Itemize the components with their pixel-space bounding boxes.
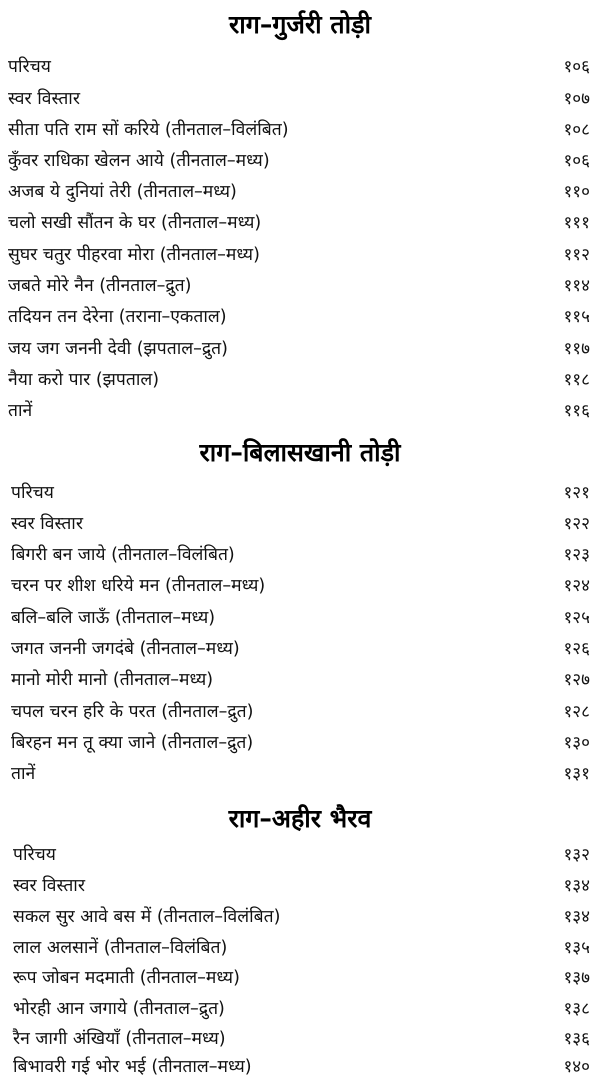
entry-page-number: ११६	[563, 401, 590, 421]
entry-title: परिचय	[8, 57, 51, 77]
entry-page-number: १२१	[563, 483, 590, 503]
entry-page-number: ११८	[563, 370, 590, 390]
entry-page-number: १३२	[563, 845, 590, 865]
toc-entry	[0, 840, 600, 870]
entry-title: सुघर चतुर पीहरवा मोरा (तीनताल–मध्य)	[8, 245, 260, 265]
entry-title: तदियन तन देरेना (तराना–एकताल)	[8, 307, 227, 327]
entry-page-number: १३७	[563, 968, 590, 988]
entry-title: भोरही आन जगाये (तीनताल–द्रुत)	[13, 999, 225, 1019]
entry-title: जबते मोरे नैन (तीनताल–द्रुत)	[8, 276, 192, 296]
entry-page-number: १३४	[563, 907, 590, 927]
entry-title: स्वर विस्तार	[8, 89, 80, 109]
entry-page-number: १२६	[563, 639, 590, 659]
entry-title: बिरहन मन तू क्या जाने (तीनताल–द्रुत)	[11, 733, 254, 753]
toc-entry	[0, 240, 600, 270]
entry-page-number: १२५	[563, 608, 590, 628]
entry-title: बिभावरी गई भोर भई (तीनताल–मध्य)	[13, 1057, 252, 1077]
entry-page-number: ११२	[563, 245, 590, 265]
entry-page-number: १३८	[563, 999, 590, 1019]
entry-page-number: १०८	[563, 120, 590, 140]
entry-title: चरन पर शीश धरिये मन (तीनताल–मध्य)	[11, 576, 266, 596]
toc-entry	[0, 1052, 600, 1082]
entry-page-number: १०६	[563, 151, 590, 171]
entry-title: बलि–बलि जाऊँ (तीनताल–मध्य)	[11, 608, 216, 628]
entry-page-number: १३५	[563, 938, 590, 958]
toc-entry	[0, 478, 600, 508]
entry-page-number: १२२	[563, 514, 590, 534]
toc-entry	[0, 1024, 600, 1054]
toc-entry	[0, 302, 600, 332]
entry-title: परिचय	[11, 483, 54, 503]
entry-title: लाल अलसानें (तीनताल–विलंबित)	[13, 938, 228, 958]
toc-entry	[0, 603, 600, 633]
entry-page-number: १२३	[563, 545, 590, 565]
section-heading-bilaskhani-todi: राग–बिलासखानी तोड़ी	[199, 438, 401, 467]
toc-entry	[0, 365, 600, 395]
entry-page-number: १२८	[563, 702, 590, 722]
section-heading-ahir-bhairav: राग–अहीर भैरव	[228, 804, 372, 833]
entry-title: स्वर विस्तार	[13, 876, 85, 896]
toc-entry	[0, 177, 600, 207]
entry-page-number: १३०	[563, 733, 590, 753]
entry-title: तानें	[11, 764, 36, 784]
toc-entry	[0, 146, 600, 176]
entry-page-number: १११	[563, 213, 590, 233]
entry-page-number: १३६	[563, 1029, 590, 1049]
entry-page-number: १३१	[563, 764, 590, 784]
entry-title: बिगरी बन जाये (तीनताल–विलंबित)	[11, 545, 235, 565]
toc-entry	[0, 728, 600, 758]
entry-page-number: ११०	[563, 182, 590, 202]
entry-page-number: १०७	[563, 89, 590, 109]
toc-entry	[0, 871, 600, 901]
toc-entry	[0, 271, 600, 301]
toc-entry	[0, 571, 600, 601]
entry-title: तानें	[8, 401, 33, 421]
entry-page-number: १३४	[563, 876, 590, 896]
toc-entry	[0, 634, 600, 664]
toc-entry	[0, 540, 600, 570]
entry-title: रैन जागी अंखियाँ (तीनताल–मध्य)	[13, 1029, 226, 1049]
entry-title: जगत जननी जगदंबे (तीनताल–मध्य)	[11, 639, 240, 659]
entry-title: चलो सखी सौंतन के घर (तीनताल–मध्य)	[8, 213, 262, 233]
entry-title: जय जग जननी देवी (झपताल–द्रुत)	[8, 339, 228, 359]
entry-page-number: १०६	[563, 57, 590, 77]
entry-page-number: १४०	[563, 1057, 590, 1077]
entry-title: कुँवर राधिका खेलन आये (तीनताल–मध्य)	[8, 151, 270, 171]
toc-entry	[0, 759, 600, 789]
entry-page-number: ११५	[563, 307, 590, 327]
toc-entry	[0, 994, 600, 1024]
toc-entry	[0, 208, 600, 238]
toc-entry	[0, 963, 600, 993]
toc-entry	[0, 396, 600, 426]
entry-title: सीता पति राम सों करिये (तीनताल–विलंबित)	[8, 120, 289, 140]
entry-title: मानो मोरी मानो (तीनताल–मध्य)	[11, 670, 214, 690]
entry-title: चपल चरन हरि के परत (तीनताल–द्रुत)	[11, 702, 254, 722]
toc-entry	[0, 115, 600, 145]
toc-entry	[0, 665, 600, 695]
entry-title: सकल सुर आवे बस में (तीनताल–विलंबित)	[13, 907, 281, 927]
toc-entry	[0, 52, 600, 82]
entry-title: नैया करो पार (झपताल)	[8, 370, 160, 390]
section-heading-gurjari-todi: राग–गुर्जरी तोड़ी	[229, 10, 371, 39]
entry-page-number: १२७	[563, 670, 590, 690]
entry-title: स्वर विस्तार	[11, 514, 83, 534]
entry-title: परिचय	[13, 845, 56, 865]
toc-entry	[0, 902, 600, 932]
entry-page-number: ११४	[563, 276, 590, 296]
entry-title: रूप जोबन मदमाती (तीनताल–मध्य)	[13, 968, 240, 988]
toc-entry	[0, 933, 600, 963]
entry-title: अजब ये दुनियां तेरी (तीनताल–मध्य)	[8, 182, 237, 202]
toc-entry	[0, 84, 600, 114]
entry-page-number: ११७	[563, 339, 590, 359]
toc-entry	[0, 697, 600, 727]
toc-entry	[0, 509, 600, 539]
toc-entry	[0, 334, 600, 364]
entry-page-number: १२४	[563, 576, 590, 596]
